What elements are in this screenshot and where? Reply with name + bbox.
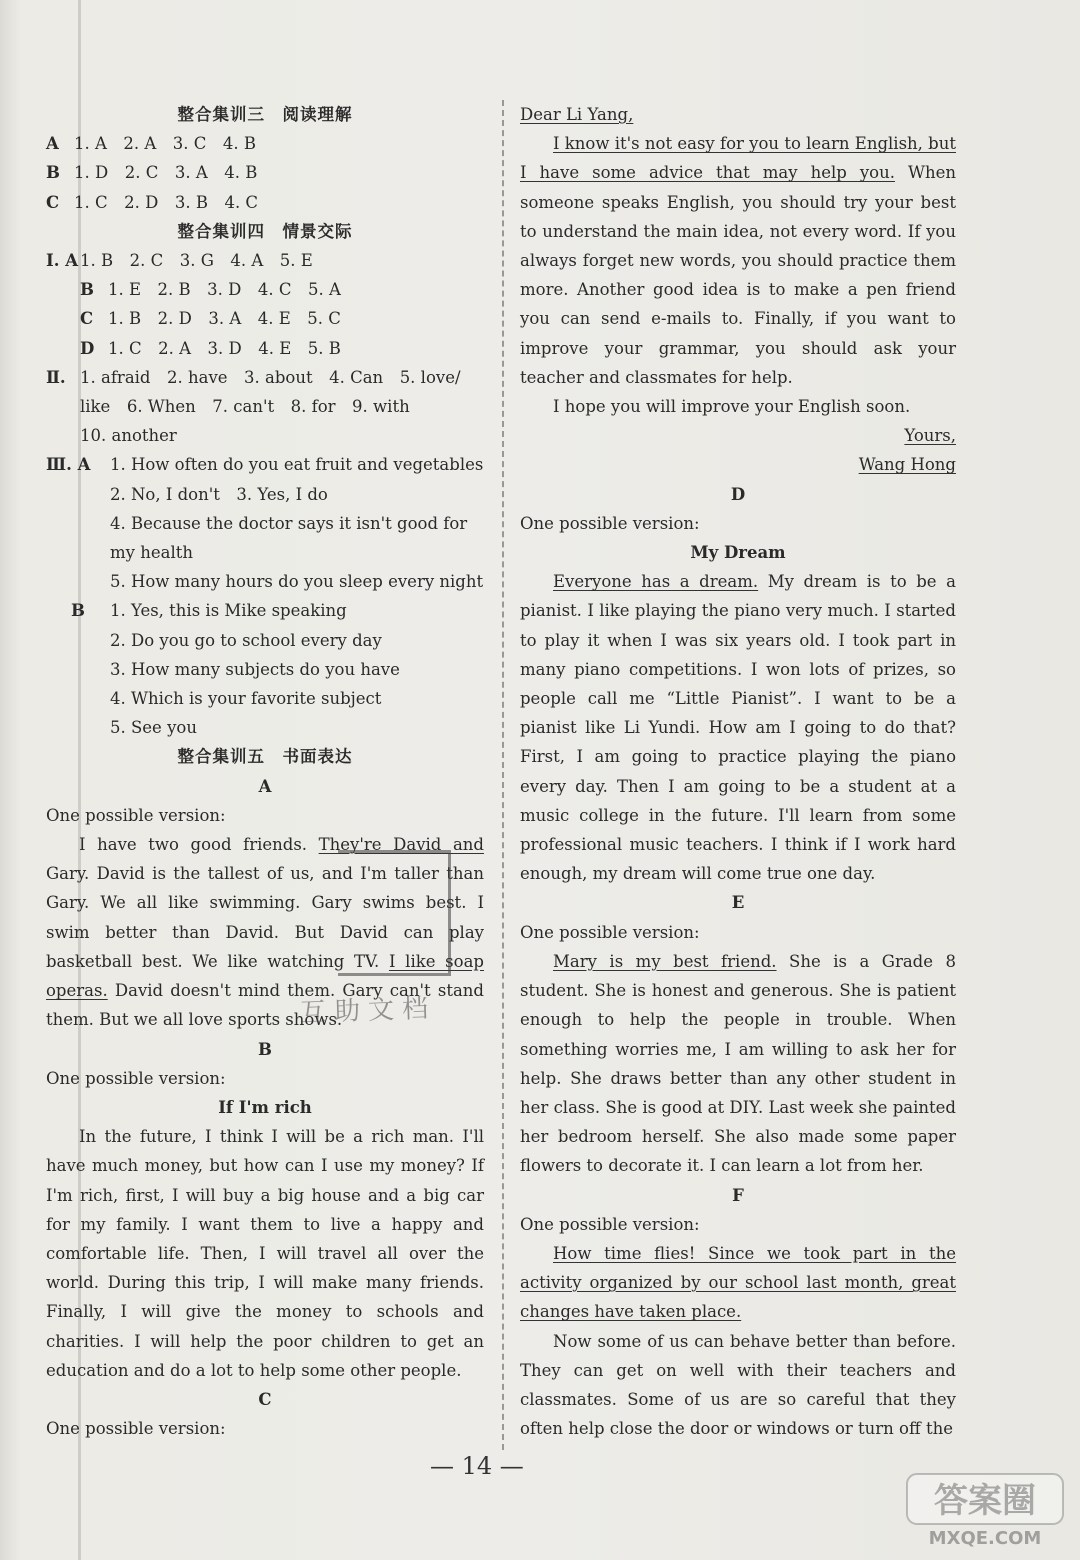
site-watermark-logo bbox=[905, 1470, 1065, 1550]
answer-line: 5. How many hours do you sleep every night bbox=[110, 572, 484, 592]
essay-f-1: How time flies! Since we took part in the activity organized by our school last month, great changes have taken place. bbox=[520, 1243, 956, 1322]
answer-row-3c: C 1. C 2. D 3. B 4. C bbox=[46, 192, 259, 212]
essay-d: Everyone has a dream. My dream is to be a pianist. I like playing the piano very much. I started to play it when I was six years old. I took part in many piano competitions. I won lots of prizes, so people call me “Little Pianist”. I want to be a pianist like Li Yundi. How am I going to do that? First, I am going to practice playing the piano every day. Then I am going to be a student at a music college in the future. I'll learn from some professional music teachers. I think if I work hard enough, my dream will come true one day. bbox=[520, 572, 956, 884]
answer-line: 4. Because the doctor says it isn't good for bbox=[110, 513, 468, 533]
answer-line: 3. How many subjects do you have bbox=[110, 659, 400, 679]
answer-row-4-2: Ⅱ. 1. afraid 2. have 3. about 4. Can 5. love/ bbox=[46, 367, 461, 387]
answer-line: my health bbox=[110, 543, 193, 563]
answer-row-4-2-cont: like 6. When 7. can't 8. for 9. with bbox=[80, 397, 410, 417]
page-number: — 14 — bbox=[430, 1452, 524, 1480]
part-letter-b: B bbox=[258, 1039, 272, 1059]
left-column bbox=[46, 100, 484, 1443]
essay-title: My Dream bbox=[690, 543, 786, 563]
answer-line: 2. No, I don't 3. Yes, I do bbox=[110, 484, 328, 504]
version-intro: One possible version: bbox=[520, 1214, 700, 1234]
answer-row-4-1c: C 1. B 2. D 3. A 4. E 5. C bbox=[80, 309, 341, 329]
letter-body-1: I know it's not easy for you to learn English, but I have some advice that may help you. When someone speaks English, you should try your best to understand the main idea, not every word. If you always forget new words, you should practice them more. Another good idea is to make a pen friend you can send e-mails to. Finally, if you want to improve your grammar, you should ask your teacher and classmates for help. bbox=[520, 134, 956, 387]
version-intro: One possible version: bbox=[46, 1419, 226, 1439]
letter-greeting: Dear Li Yang, bbox=[520, 105, 634, 124]
essay-f-2: Now some of us can behave better than before. They can get on well with their teachers and classmates. Some of us are so careful that they often help close the door or windows or turn off the bbox=[520, 1331, 956, 1439]
answer-row-4-1a: Ⅰ. A 1. B 2. C 3. G 4. A 5. E bbox=[46, 251, 313, 271]
right-column bbox=[520, 100, 956, 1443]
part-letter-e: E bbox=[731, 893, 745, 913]
letter-body-2: I hope you will improve your English soon. bbox=[553, 397, 911, 417]
section-heading-5: 整合集训五 书面表达 bbox=[177, 747, 353, 767]
essay-title: If I'm rich bbox=[218, 1097, 312, 1117]
answer-line: 2. Do you go to school every day bbox=[110, 630, 382, 650]
answer-line: 5. See you bbox=[110, 718, 197, 738]
part-letter-d: D bbox=[730, 484, 746, 504]
answer-row-4-2-cont2: 10. another bbox=[80, 426, 177, 446]
answer-row-4-3b: B 1. Yes, this is Mike speaking bbox=[71, 601, 347, 621]
letter-signature: Wang Hong bbox=[858, 455, 956, 475]
column-divider bbox=[502, 100, 504, 1450]
answer-row-4-1b: B 1. E 2. B 3. D 4. C 5. A bbox=[80, 280, 341, 300]
version-intro: One possible version: bbox=[520, 513, 700, 533]
section-heading-3: 整合集训三 阅读理解 bbox=[177, 105, 353, 124]
part-letter-f: F bbox=[732, 1185, 744, 1205]
answer-row-3a: A 1. A 2. A 3. C 4. B bbox=[46, 134, 257, 154]
essay-b: In the future, I think I will be a rich man. I'll have much money, but how can I use my money? If I'm rich, first, I will buy a big house and a big car for my family. I want them to live a happy and comfortable life. Then, I will travel all over the world. During this trip, I will make many friends. Finally, I will give the money to schools and charities. I will help the poor children to get an education and do a lot to help some other people. bbox=[46, 1127, 484, 1380]
essay-e: Mary is my best friend. She is a Grade 8 student. She is honest and generous. She is patient enough to help the people in trouble. When something worries me, I am willing to ask her for help. She draws better than any other student in her class. She is good at DIY. Last week she painted her bedroom herself. She also made some paper flowers to decorate it. I can learn a lot from her. bbox=[520, 951, 957, 1176]
stamp-frame bbox=[338, 850, 451, 976]
version-intro: One possible version: bbox=[520, 922, 700, 942]
version-intro: One possible version: bbox=[46, 805, 226, 825]
answer-line: 4. Which is your favorite subject bbox=[110, 689, 382, 709]
answer-row-4-3a: Ⅲ. A 1. How often do you eat fruit and vegetables bbox=[46, 455, 484, 475]
stamp-watermark: 互助文档 bbox=[299, 993, 437, 1029]
part-letter-c: C bbox=[258, 1389, 272, 1409]
answer-row-3b: B 1. D 2. C 3. A 4. B bbox=[46, 163, 258, 183]
watermark-en: MXQE.COM bbox=[928, 1528, 1042, 1549]
essay-a: I have two good friends. They're David and Gary. David is the tallest of us, and I'm taller than Gary. We all like swimming. Gary swims best. I swim better than David. But David can play basketball best. We like watching TV. I like soap operas. David doesn't mind them. Gary can't stand them. But we all love sports shows. bbox=[46, 835, 484, 1030]
section-heading-4: 整合集训四 情景交际 bbox=[177, 221, 353, 241]
version-intro: One possible version: bbox=[46, 1068, 226, 1088]
part-letter-a: A bbox=[258, 776, 272, 796]
answer-row-4-1d: D 1. C 2. A 3. D 4. E 5. B bbox=[80, 338, 341, 358]
watermark-cn: 答案圈 bbox=[934, 1481, 1036, 1521]
letter-closing: Yours, bbox=[904, 426, 956, 446]
